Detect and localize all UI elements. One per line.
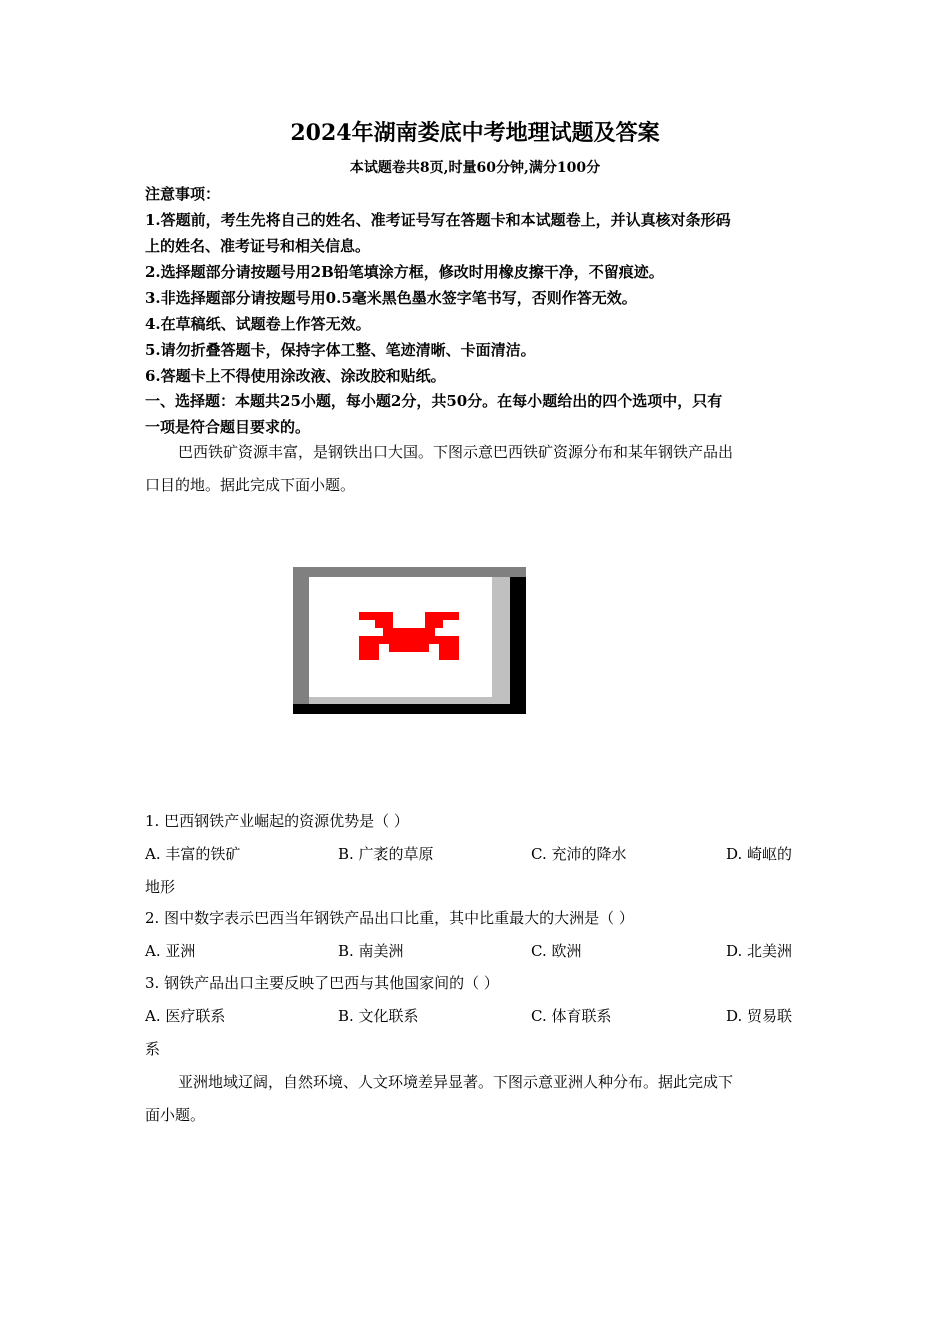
notes-heading: 注意事项：	[145, 185, 221, 203]
note-line: 3.非选择题部分请按题号用0.5毫米黑色墨水签字笔书写，否则作答无效。	[145, 289, 637, 307]
question-option: C. 体育联系	[531, 1007, 612, 1025]
question-option: B. 广袤的草原	[338, 845, 434, 863]
passage-text: 巴西铁矿资源丰富，是钢铁出口大国。下图示意巴西铁矿资源分布和某年钢铁产品出	[178, 443, 734, 461]
passage-text: 口目的地。据此完成下面小题。	[145, 476, 356, 494]
note-line: 1.答题前，考生先将自己的姓名、准考证号写在答题卡和本试题卷上，并认真核对条形码	[145, 211, 731, 229]
section-heading: 一、选择题：本题共25小题，每小题2分，共50分。在每小题给出的四个选项中，只有	[145, 392, 723, 410]
question-option: A. 丰富的铁矿	[145, 845, 241, 863]
question-option: C. 欧洲	[531, 942, 582, 960]
page-title: 2024年湖南娄底中考地理试题及答案	[290, 120, 660, 146]
question-stem: 2. 图中数字表示巴西当年钢铁产品出口比重，其中比重最大的大洲是（ ）	[145, 909, 634, 927]
section-heading: 一项是符合题目要求的。	[145, 418, 311, 436]
question-option: A. 医疗联系	[145, 1007, 226, 1025]
passage-text: 面小题。	[145, 1106, 206, 1124]
note-line: 6.答题卡上不得使用涂改液、涂改胶和贴纸。	[145, 367, 446, 385]
question-option: D. 贸易联	[726, 1007, 793, 1025]
passage-text: 亚洲地域辽阔，自然环境、人文环境差异显著。下图示意亚洲人种分布。据此完成下	[178, 1073, 734, 1091]
question-option: D. 崎岖的	[726, 845, 793, 863]
question-stem: 3. 钢铁产品出口主要反映了巴西与其他国家间的（ ）	[145, 974, 499, 992]
question-option: B. 南美洲	[338, 942, 404, 960]
question-option: B. 文化联系	[338, 1007, 419, 1025]
option-wrap: 系	[145, 1040, 161, 1058]
question-option: D. 北美洲	[726, 942, 793, 960]
figure-placeholder	[293, 567, 526, 714]
note-line: 上的姓名、准考证号和相关信息。	[145, 237, 371, 255]
page-subtitle: 本试题卷共8页,时量60分钟,满分100分	[349, 160, 601, 176]
note-line: 4.在草稿纸、试题卷上作答无效。	[145, 315, 371, 333]
option-wrap: 地形	[145, 878, 176, 896]
question-option: C. 充沛的降水	[531, 845, 627, 863]
broken-image-icon	[359, 612, 459, 660]
note-line: 5.请勿折叠答题卡，保持字体工整、笔迹清晰、卡面清洁。	[145, 341, 536, 359]
question-stem: 1. 巴西钢铁产业崛起的资源优势是（ ）	[145, 812, 409, 830]
note-line: 2.选择题部分请按题号用2B铅笔填涂方框，修改时用橡皮擦干净，不留痕迹。	[145, 263, 664, 281]
question-option: A. 亚洲	[145, 942, 196, 960]
